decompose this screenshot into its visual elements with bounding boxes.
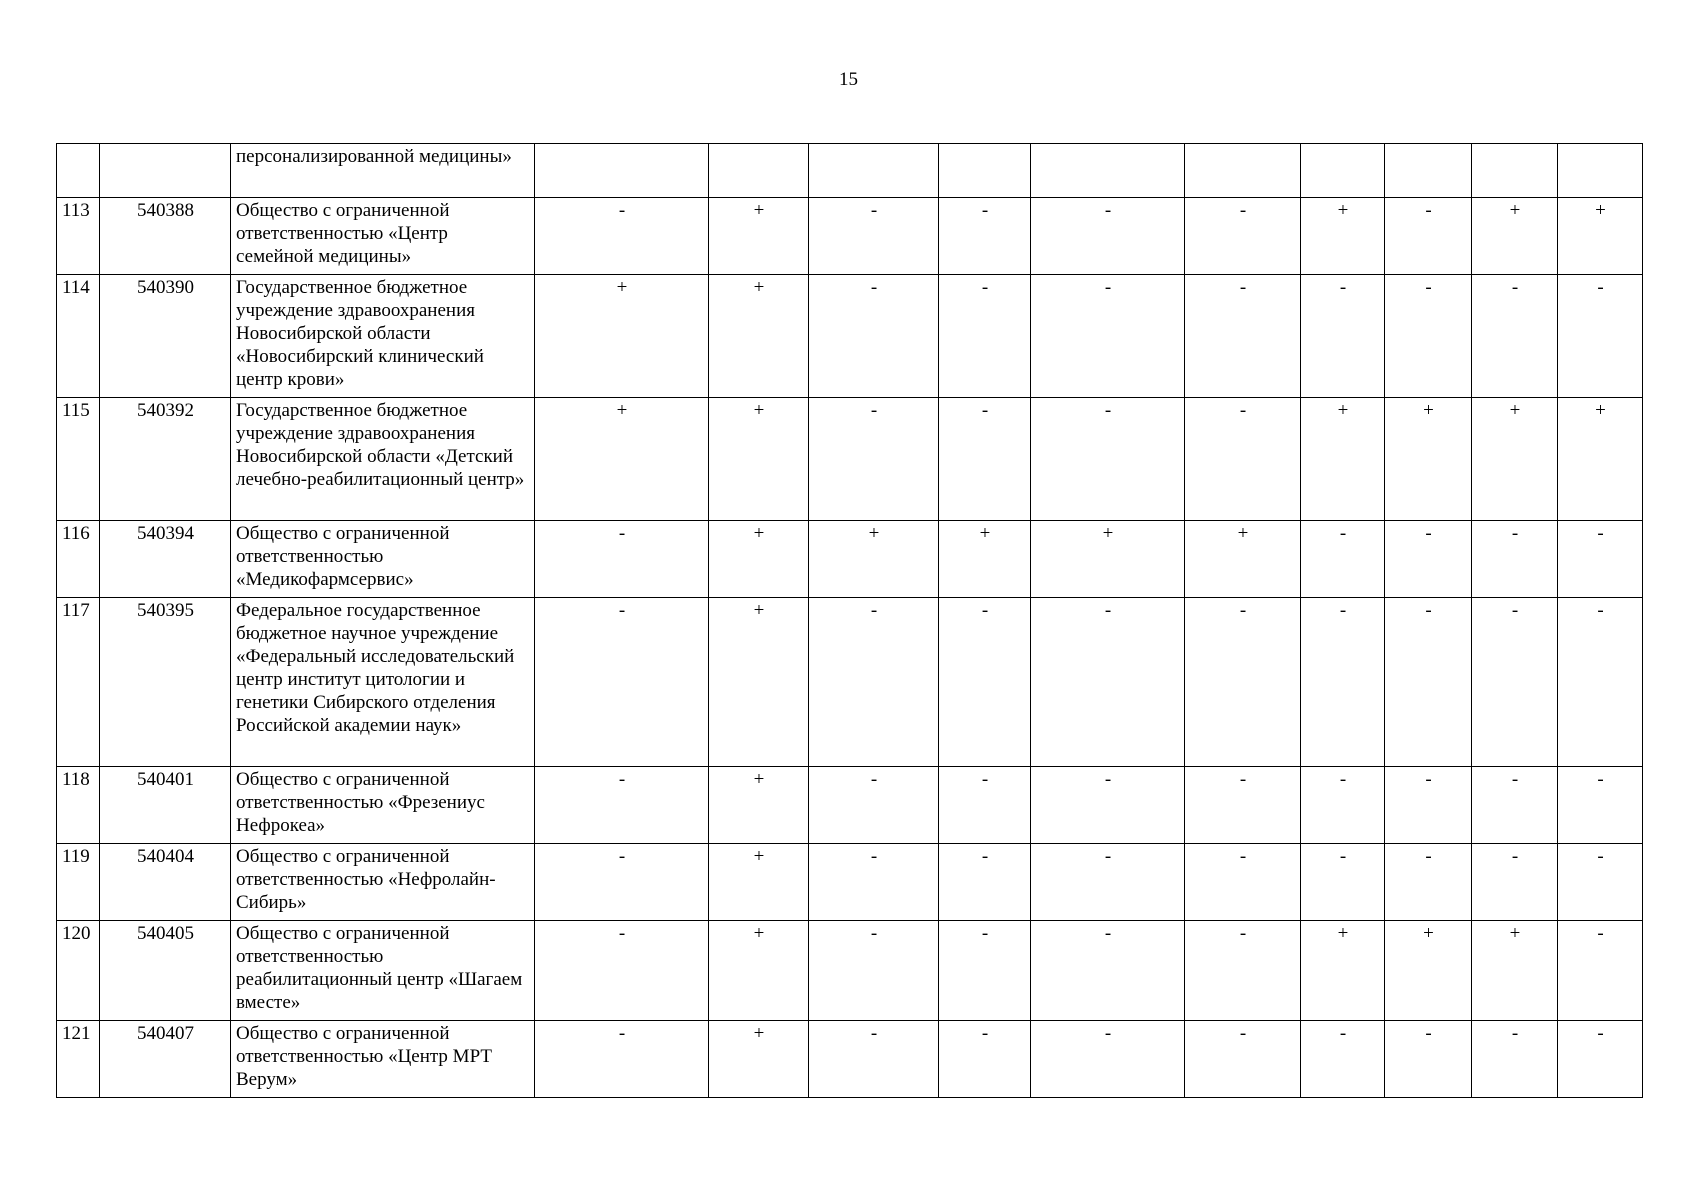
mark-cell: + — [535, 398, 709, 521]
mark-cell: - — [1031, 1021, 1185, 1098]
mark-cell — [1301, 144, 1385, 198]
org-name: Общество с ограниченной ответственностью «Фрезениус Нефрокеа» — [231, 767, 535, 844]
org-code — [100, 144, 231, 198]
table-row — [57, 198, 1643, 275]
mark-cell: + — [1558, 398, 1643, 521]
mark-cell: - — [1301, 767, 1385, 844]
mark-cell: - — [535, 521, 709, 598]
mark-cell: - — [1472, 521, 1558, 598]
mark-cell: - — [809, 921, 939, 1021]
table-row — [57, 275, 1643, 398]
org-name: Общество с ограниченной ответственностью «Нефролайн-Сибирь» — [231, 844, 535, 921]
mark-cell: - — [1385, 598, 1472, 767]
mark-cell: - — [1558, 767, 1643, 844]
mark-cell: - — [1185, 1021, 1301, 1098]
mark-cell: + — [1185, 521, 1301, 598]
org-code: 540401 — [100, 767, 231, 844]
mark-cell: + — [1301, 198, 1385, 275]
mark-cell — [1472, 144, 1558, 198]
mark-cell: - — [1301, 598, 1385, 767]
mark-cell: - — [1385, 275, 1472, 398]
mark-cell: - — [1558, 921, 1643, 1021]
mark-cell: - — [939, 398, 1031, 521]
mark-cell: - — [809, 844, 939, 921]
org-name: Государственное бюджетное учреждение здравоохранения Новосибирской области «Детский лечебно-реабилитационный центр» — [231, 398, 535, 521]
mark-cell: + — [1472, 398, 1558, 521]
mark-cell — [535, 144, 709, 198]
table-row — [57, 767, 1643, 844]
table-body — [57, 144, 1643, 1098]
mark-cell: + — [1031, 521, 1185, 598]
row-number: 116 — [57, 521, 100, 598]
mark-cell — [939, 144, 1031, 198]
row-number — [57, 144, 100, 198]
mark-cell: + — [1301, 921, 1385, 1021]
mark-cell: + — [1472, 921, 1558, 1021]
mark-cell: - — [535, 844, 709, 921]
org-name: Федеральное государственное бюджетное научное учреждение «Федеральный исследовательский центр институт цитологии и генетики Сибирского отделения Российской академии наук» — [231, 598, 535, 767]
row-number: 120 — [57, 921, 100, 1021]
mark-cell: - — [535, 921, 709, 1021]
mark-cell: - — [1301, 275, 1385, 398]
mark-cell: - — [809, 398, 939, 521]
row-number: 118 — [57, 767, 100, 844]
mark-cell: - — [1558, 1021, 1643, 1098]
org-code: 540407 — [100, 1021, 231, 1098]
page-number: 15 — [839, 69, 858, 90]
mark-cell: - — [535, 767, 709, 844]
org-name: Общество с ограниченной ответственностью реабилитационный центр «Шагаем вместе» — [231, 921, 535, 1021]
table-row — [57, 921, 1643, 1021]
mark-cell: + — [709, 921, 809, 1021]
mark-cell: + — [1472, 198, 1558, 275]
org-name: персонализированной медицины» — [231, 144, 535, 198]
mark-cell: - — [939, 844, 1031, 921]
mark-cell: - — [1558, 598, 1643, 767]
org-name: Государственное бюджетное учреждение здравоохранения Новосибирской области «Новосибирский клинический центр крови» — [231, 275, 535, 398]
mark-cell — [709, 144, 809, 198]
mark-cell: - — [1185, 598, 1301, 767]
mark-cell: + — [709, 767, 809, 844]
mark-cell — [809, 144, 939, 198]
mark-cell: - — [809, 275, 939, 398]
table-row — [57, 144, 1643, 198]
mark-cell: - — [939, 1021, 1031, 1098]
org-code: 540390 — [100, 275, 231, 398]
mark-cell: + — [709, 844, 809, 921]
row-number: 113 — [57, 198, 100, 275]
org-code: 540395 — [100, 598, 231, 767]
org-code: 540405 — [100, 921, 231, 1021]
mark-cell — [1031, 144, 1185, 198]
mark-cell: - — [1385, 521, 1472, 598]
mark-cell: - — [1031, 275, 1185, 398]
mark-cell: - — [1385, 767, 1472, 844]
mark-cell: - — [1385, 1021, 1472, 1098]
mark-cell: + — [939, 521, 1031, 598]
table-row — [57, 398, 1643, 521]
table-row — [57, 1021, 1643, 1098]
mark-cell: - — [1031, 398, 1185, 521]
mark-cell: - — [535, 1021, 709, 1098]
org-name: Общество с ограниченной ответственностью «Центр семейной медицины» — [231, 198, 535, 275]
mark-cell: - — [1185, 398, 1301, 521]
row-number: 117 — [57, 598, 100, 767]
mark-cell: - — [1185, 767, 1301, 844]
mark-cell: - — [1472, 598, 1558, 767]
mark-cell: - — [939, 275, 1031, 398]
table-row — [57, 521, 1643, 598]
mark-cell — [1185, 144, 1301, 198]
mark-cell: - — [1472, 1021, 1558, 1098]
mark-cell: - — [939, 598, 1031, 767]
mark-cell: - — [939, 198, 1031, 275]
mark-cell: + — [709, 521, 809, 598]
mark-cell: - — [1185, 275, 1301, 398]
mark-cell: + — [535, 275, 709, 398]
mark-cell: - — [535, 598, 709, 767]
mark-cell: + — [1301, 398, 1385, 521]
mark-cell: - — [1185, 921, 1301, 1021]
org-name: Общество с ограниченной ответственностью «Центр МРТ Верум» — [231, 1021, 535, 1098]
row-number: 114 — [57, 275, 100, 398]
row-number: 119 — [57, 844, 100, 921]
org-code: 540388 — [100, 198, 231, 275]
mark-cell: - — [1185, 198, 1301, 275]
mark-cell: - — [1472, 275, 1558, 398]
mark-cell: - — [809, 598, 939, 767]
mark-cell: - — [1558, 844, 1643, 921]
mark-cell: - — [939, 767, 1031, 844]
org-name: Общество с ограниченной ответственностью «Медикофармсервис» — [231, 521, 535, 598]
mark-cell: - — [1385, 844, 1472, 921]
mark-cell: + — [1385, 398, 1472, 521]
row-number: 115 — [57, 398, 100, 521]
mark-cell: - — [1031, 767, 1185, 844]
mark-cell: - — [1301, 844, 1385, 921]
mark-cell: - — [1385, 198, 1472, 275]
mark-cell: + — [1558, 198, 1643, 275]
mark-cell: - — [939, 921, 1031, 1021]
mark-cell: - — [809, 198, 939, 275]
org-code: 540392 — [100, 398, 231, 521]
mark-cell: + — [1385, 921, 1472, 1021]
mark-cell: - — [1472, 767, 1558, 844]
mark-cell — [1385, 144, 1472, 198]
mark-cell: - — [1558, 275, 1643, 398]
mark-cell: - — [809, 767, 939, 844]
row-number: 121 — [57, 1021, 100, 1098]
mark-cell: - — [1301, 1021, 1385, 1098]
mark-cell: - — [1472, 844, 1558, 921]
mark-cell: - — [1185, 844, 1301, 921]
mark-cell: - — [809, 1021, 939, 1098]
mark-cell: + — [709, 1021, 809, 1098]
table-row — [57, 598, 1643, 767]
mark-cell: + — [709, 398, 809, 521]
organizations-table — [56, 143, 1643, 1098]
org-code: 540394 — [100, 521, 231, 598]
mark-cell: + — [709, 598, 809, 767]
mark-cell: + — [709, 275, 809, 398]
table-row — [57, 844, 1643, 921]
mark-cell: - — [1031, 844, 1185, 921]
mark-cell: + — [809, 521, 939, 598]
mark-cell: - — [1301, 521, 1385, 598]
mark-cell: - — [535, 198, 709, 275]
mark-cell: + — [709, 198, 809, 275]
mark-cell: - — [1031, 198, 1185, 275]
mark-cell: - — [1558, 521, 1643, 598]
mark-cell: - — [1031, 921, 1185, 1021]
mark-cell: - — [1031, 598, 1185, 767]
mark-cell — [1558, 144, 1643, 198]
org-code: 540404 — [100, 844, 231, 921]
